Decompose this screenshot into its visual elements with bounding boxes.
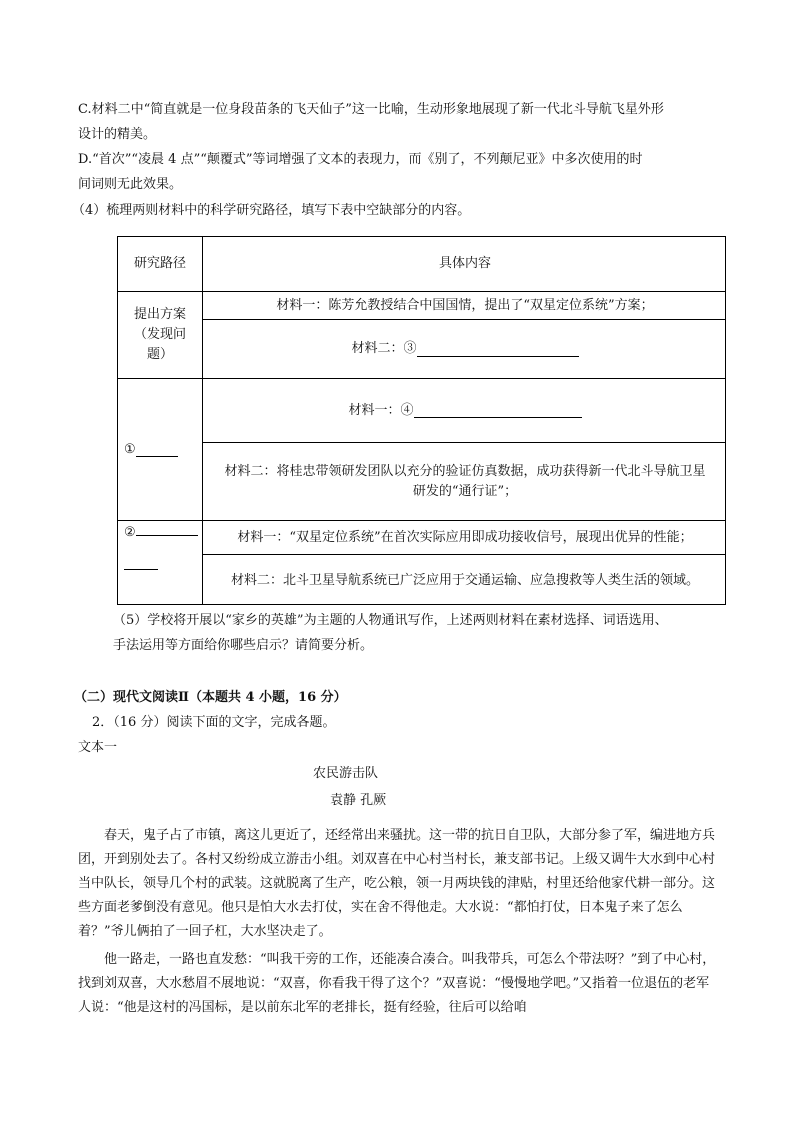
row2-material1 (203, 379, 727, 442)
section-2-title: （二）现代文阅读Ⅱ（本题共 4 小题，16 分） (74, 690, 347, 705)
body-paragraph: 他一路走，一路也直发愁：“叫我干旁的工作，还能凑合凑合。叫我带兵，可怎么个带法呀？”到了中心村，找到刘双喜，大水愁眉不展地说：“双喜，你看我干得了这个？”双喜说：“慢慢地学吧。”又指着一位退伍的老军人说：“他是这村的冯国标，是以前东北军的老排长，挺有经验，往后可以给咱 (78, 952, 716, 1015)
text-label: 文本一 (78, 740, 118, 755)
answer-blank-2-cont[interactable] (124, 555, 158, 570)
answer-blank-1[interactable] (136, 442, 178, 457)
row1-path-line: 提出方案 (133, 307, 186, 322)
option-d-line-2: 间词则无此效果。 (78, 177, 183, 192)
question-4: （4）梳理两则材料中的科学研究路径，填写下表中空缺部分的内容。 (72, 203, 471, 218)
row3-material1: 材料一：“双星定位系统”在首次实际应用即成功接收信号，展现出优异的性能； (237, 529, 693, 545)
row2-material2-line: 研发的“通行证”； (412, 483, 518, 499)
story-author: 袁静 孔厥 (330, 793, 387, 808)
row1-material1: 材料一：陈芳允教授结合中国国情，提出了“双星定位系统”方案； (276, 297, 654, 313)
answer-blank-3[interactable] (417, 342, 579, 357)
header-path: 研究路径 (133, 256, 186, 271)
row1-material2-label: 材料二：③ (351, 341, 417, 356)
option-c-line-2: 设计的精美。 (78, 127, 157, 142)
header-content: 具体内容 (438, 256, 491, 271)
question-2-intro: 2．（16 分）阅读下面的文字，完成各题。 (92, 715, 336, 730)
row1-path-line: （发现问 (133, 327, 186, 342)
row1-material2 (203, 320, 727, 378)
answer-blank-4[interactable] (414, 403, 582, 418)
row3-material2: 材料二：北斗卫星导航系统已广泛应用于交通运输、应急搜救等人类生活的领域。 (230, 572, 699, 588)
row3-path-label: ② (124, 525, 136, 540)
row1-path (118, 292, 202, 378)
research-path-table (117, 236, 726, 605)
story-title: 农民游击队 (313, 766, 379, 781)
option-c-line-1: C.材料二中“简直就是一位身段苗条的飞天仙子”这一比喻，生动形象地展现了新一代北斗导航飞星外形 (78, 102, 664, 117)
option-d-line-1: D.“首次”“凌晨 4 点”“颠覆式”等词增强了文本的表现力，而《别了，不列颠尼亚》中多次使用的时 (78, 152, 643, 167)
row3-path (124, 521, 202, 606)
row2-path (124, 379, 202, 520)
row2-path-label: ① (124, 441, 136, 457)
question-5-line-2: 手法运用等方面给你哪些启示？请简要分析。 (113, 638, 374, 653)
row1-path-line: 题） (146, 347, 173, 362)
body-paragraph: 春天，鬼子占了市镇，离这儿更近了，还经常出来骚扰。这一带的抗日自卫队，大部分参了军，编进地方兵团，开到别处去了。各村又纷纷成立游击小组。刘双喜在中心村当村长，兼支部书记。上级又调牛大水到中心村当中队长，领导几个村的武装。这就脱离了生产，吃公粮，领一月两块钱的津贴，村里还给他家代耕一部分。这些方面老爹倒没有意见。他只是怕大水去打仗，实在舍不得他走。大水说：“都怕打仗，日本鬼子来了怎么着？”爷儿俩拍了一回子杠，大水坚决走了。 (78, 828, 716, 939)
question-5-line-1: （5）学校将开展以“家乡的英雄”为主题的人物通讯写作，上述两则材料在素材选择、词语选用、 (113, 613, 668, 628)
answer-blank-2[interactable] (136, 521, 198, 536)
row2-material2-line: 材料二：将桂忠带领研发团队以充分的验证仿真数据，成功获得新一代北斗导航卫星 (224, 463, 706, 479)
row2-material2 (203, 443, 727, 520)
row2-material1-label: 材料一：④ (348, 402, 414, 418)
